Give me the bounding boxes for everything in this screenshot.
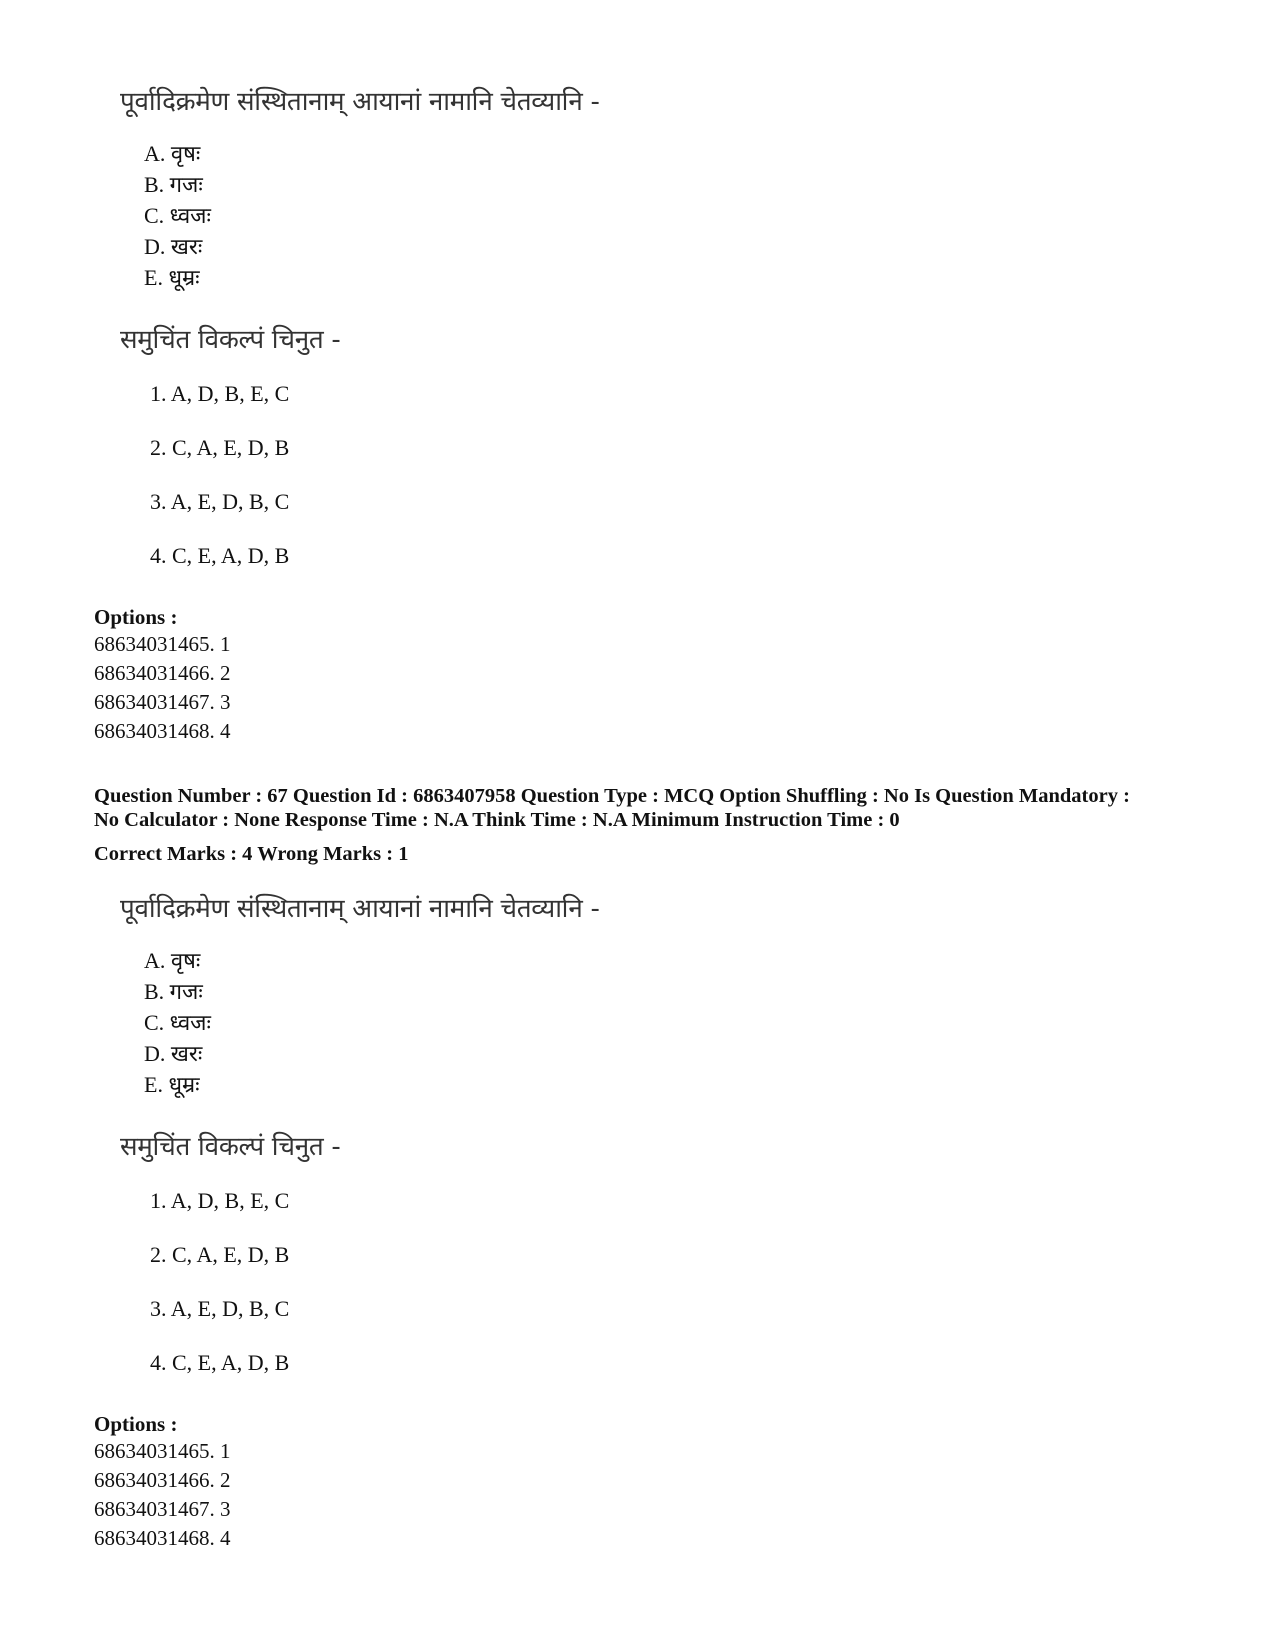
option-row: 68634031468. 4 bbox=[94, 719, 231, 743]
choice-list bbox=[150, 378, 289, 594]
question-prompt: पूर्वादिक्रमेण संस्थितानाम् आयानां नामानि चेतव्यानि - bbox=[120, 894, 600, 924]
choice-item: 1. A, D, B, E, C bbox=[150, 381, 290, 406]
question-meta bbox=[94, 784, 1214, 832]
item-list bbox=[144, 138, 211, 293]
option-row: 68634031465. 1 bbox=[94, 632, 231, 656]
item-list bbox=[144, 945, 211, 1100]
choice-list bbox=[150, 1185, 289, 1401]
list-item: B. गजः bbox=[144, 979, 203, 1004]
options-heading: Options : bbox=[94, 1412, 178, 1436]
question-marks: Correct Marks : 4 Wrong Marks : 1 bbox=[94, 843, 409, 865]
choice-item: 3. A, E, D, B, C bbox=[150, 489, 290, 514]
option-row: 68634031467. 3 bbox=[94, 1497, 231, 1521]
choice-item: 1. A, D, B, E, C bbox=[150, 1188, 290, 1213]
choice-item: 4. C, E, A, D, B bbox=[150, 1350, 290, 1375]
choice-item: 4. C, E, A, D, B bbox=[150, 543, 290, 568]
list-item: D. खरः bbox=[144, 1041, 203, 1066]
option-row: 68634031468. 4 bbox=[94, 1526, 231, 1550]
options-list bbox=[94, 630, 231, 746]
choice-item: 2. C, A, E, D, B bbox=[150, 1242, 290, 1267]
list-item: C. ध्वजः bbox=[144, 203, 211, 228]
question-meta-line-2: No Calculator : None Response Time : N.A Think Time : N.A Minimum Instruction Time : 0 bbox=[94, 809, 900, 831]
list-item: E. धूम्रः bbox=[144, 265, 200, 290]
option-row: 68634031466. 2 bbox=[94, 661, 231, 685]
question-prompt: पूर्वादिक्रमेण संस्थितानाम् आयानां नामानि चेतव्यानि - bbox=[120, 87, 600, 117]
choose-instruction: समुचिंत विकल्पं चिनुत - bbox=[120, 1132, 341, 1162]
question-meta-line-1: Question Number : 67 Question Id : 6863407958 Question Type : MCQ Option Shuffling : No Is Question Mandatory : bbox=[94, 785, 1130, 807]
choice-item: 3. A, E, D, B, C bbox=[150, 1296, 290, 1321]
options-heading: Options : bbox=[94, 605, 178, 629]
options-list bbox=[94, 1437, 231, 1553]
choose-instruction: समुचिंत विकल्पं चिनुत - bbox=[120, 325, 341, 355]
option-row: 68634031467. 3 bbox=[94, 690, 231, 714]
option-row: 68634031466. 2 bbox=[94, 1468, 231, 1492]
list-item: B. गजः bbox=[144, 172, 203, 197]
list-item: A. वृषः bbox=[144, 948, 201, 973]
list-item: C. ध्वजः bbox=[144, 1010, 211, 1035]
list-item: A. वृषः bbox=[144, 141, 201, 166]
list-item: E. धूम्रः bbox=[144, 1072, 200, 1097]
choice-item: 2. C, A, E, D, B bbox=[150, 435, 290, 460]
option-row: 68634031465. 1 bbox=[94, 1439, 231, 1463]
list-item: D. खरः bbox=[144, 234, 203, 259]
